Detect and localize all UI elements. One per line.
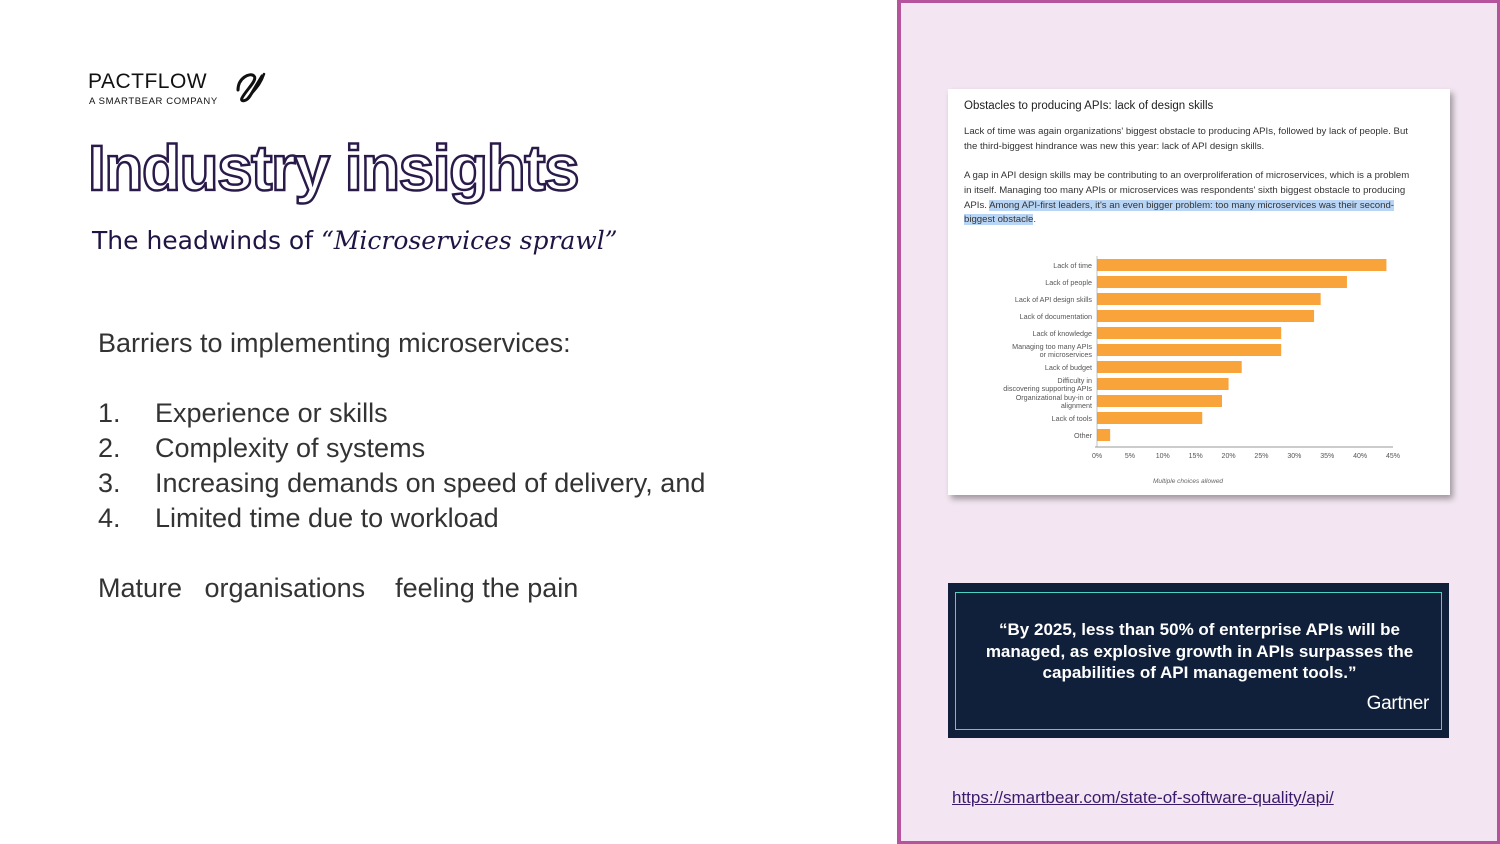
chart-bar bbox=[1097, 344, 1281, 356]
chart-bar bbox=[1097, 412, 1202, 424]
chart-category-label: or microservices bbox=[1039, 350, 1092, 359]
obstacles-bar-chart bbox=[948, 237, 1450, 495]
card-paragraph-2-text: A gap in API design skills may be contributing to an overproliferation of microservices, which is a problem in itself. Managing too many APIs or microservices was respondents' sixth biggest obstacle to producing APIs. bbox=[964, 170, 1410, 211]
barriers-footer: Mature organisations feeling the pain bbox=[98, 573, 579, 603]
subtitle-prefix: The headwinds of bbox=[92, 226, 314, 255]
list-item-number: 1. bbox=[98, 398, 121, 428]
subtitle-emphasis: “Microservices sprawl” bbox=[321, 226, 618, 255]
chart-category-label: Managing too many APIs bbox=[1012, 342, 1092, 351]
list-item bbox=[98, 431, 705, 466]
chart-category-label: Lack of tools bbox=[1051, 414, 1092, 423]
chart-tick-label: 10% bbox=[1155, 453, 1170, 460]
chart-category-label: Lack of people bbox=[1045, 278, 1092, 287]
list-item-text: Limited time due to workload bbox=[155, 503, 499, 533]
chart-category-label: alignment bbox=[1060, 401, 1092, 410]
list-item bbox=[98, 466, 705, 501]
card-highlight: Among API-first leaders, it's an even bigger problem: too many microservices was their second-biggest obstacle bbox=[964, 199, 1395, 226]
chart-footnote: Multiple choices allowed bbox=[1152, 478, 1224, 485]
chart-bar bbox=[1097, 395, 1222, 407]
barriers-section bbox=[98, 326, 705, 606]
list-item bbox=[98, 396, 705, 431]
chart-tick-label: 5% bbox=[1124, 453, 1135, 460]
chart-category-label: Lack of time bbox=[1053, 261, 1092, 270]
list-item-text: Complexity of systems bbox=[155, 433, 426, 463]
quote-source: Gartner bbox=[1366, 693, 1429, 714]
chart-bar bbox=[1097, 310, 1314, 322]
logo-tagline: A SMARTBEAR COMPANY bbox=[89, 96, 218, 107]
quote-frame bbox=[955, 592, 1442, 730]
list-item bbox=[98, 501, 705, 536]
page-subtitle bbox=[92, 226, 618, 255]
chart-category-label: Lack of documentation bbox=[1019, 312, 1092, 321]
chart-tick-label: 25% bbox=[1254, 453, 1269, 460]
list-item-number: 3. bbox=[98, 468, 121, 498]
card-paragraph-1: Lack of time was again organizations' biggest obstacle to producing APIs, followed by lack of people. But the third-biggest hindrance was new this year: lack of API design skills. bbox=[964, 126, 1408, 152]
page-title: Industry insights bbox=[88, 132, 579, 204]
chart-tick-label: 45% bbox=[1385, 453, 1401, 460]
list-item-number: 2. bbox=[98, 433, 121, 463]
chart-bar bbox=[1097, 276, 1347, 288]
barriers-heading: Barriers to implementing microservices: bbox=[98, 328, 571, 358]
barriers-list bbox=[98, 396, 705, 536]
pactflow-mark-icon bbox=[232, 68, 268, 104]
list-item-text: Increasing demands on speed of delivery, and bbox=[155, 468, 706, 498]
chart-bar bbox=[1097, 259, 1386, 271]
chart-bar bbox=[1097, 378, 1229, 390]
survey-card bbox=[948, 89, 1450, 495]
list-item-text: Experience or skills bbox=[155, 398, 388, 428]
pactflow-logo bbox=[88, 70, 288, 110]
chart-tick-label: 15% bbox=[1188, 453, 1203, 460]
chart-bar bbox=[1097, 361, 1242, 373]
chart-category-label: Other bbox=[1074, 431, 1092, 440]
chart-bar bbox=[1097, 327, 1281, 339]
chart-category-label: Organizational buy-in or bbox=[1015, 393, 1092, 402]
chart-tick-label: 0% bbox=[1091, 453, 1103, 460]
chart-category-label: Lack of budget bbox=[1044, 363, 1092, 372]
card-paragraph-2 bbox=[964, 169, 1412, 228]
chart-tick-label: 40% bbox=[1353, 453, 1368, 460]
source-link[interactable]: https://smartbear.com/state-of-software-quality/api/ bbox=[952, 788, 1334, 807]
chart-category-label: Difficulty in bbox=[1057, 376, 1092, 385]
logo-name: PACTFLOW bbox=[88, 70, 208, 93]
chart-tick-label: 35% bbox=[1320, 453, 1335, 460]
chart-tick-label: 20% bbox=[1221, 453, 1236, 460]
chart-category-label: discovering supporting APIs bbox=[1003, 384, 1092, 393]
chart-category-label: Lack of API design skills bbox=[1014, 295, 1092, 304]
chart-tick-label: 30% bbox=[1287, 453, 1302, 460]
quote-text: “By 2025, less than 50% of enterprise APIs will be managed, as explosive growth in APIs surpasses the capabilities of API management tools.” bbox=[985, 620, 1414, 682]
gartner-quote-box bbox=[948, 583, 1449, 738]
chart-bar bbox=[1097, 429, 1110, 441]
list-item-number: 4. bbox=[98, 503, 121, 533]
card-paragraph-2-end: . bbox=[1033, 214, 1037, 226]
chart-category-label: Lack of knowledge bbox=[1032, 329, 1092, 338]
card-heading: Obstacles to producing APIs: lack of design skills bbox=[964, 100, 1214, 112]
chart-bar bbox=[1097, 293, 1321, 305]
